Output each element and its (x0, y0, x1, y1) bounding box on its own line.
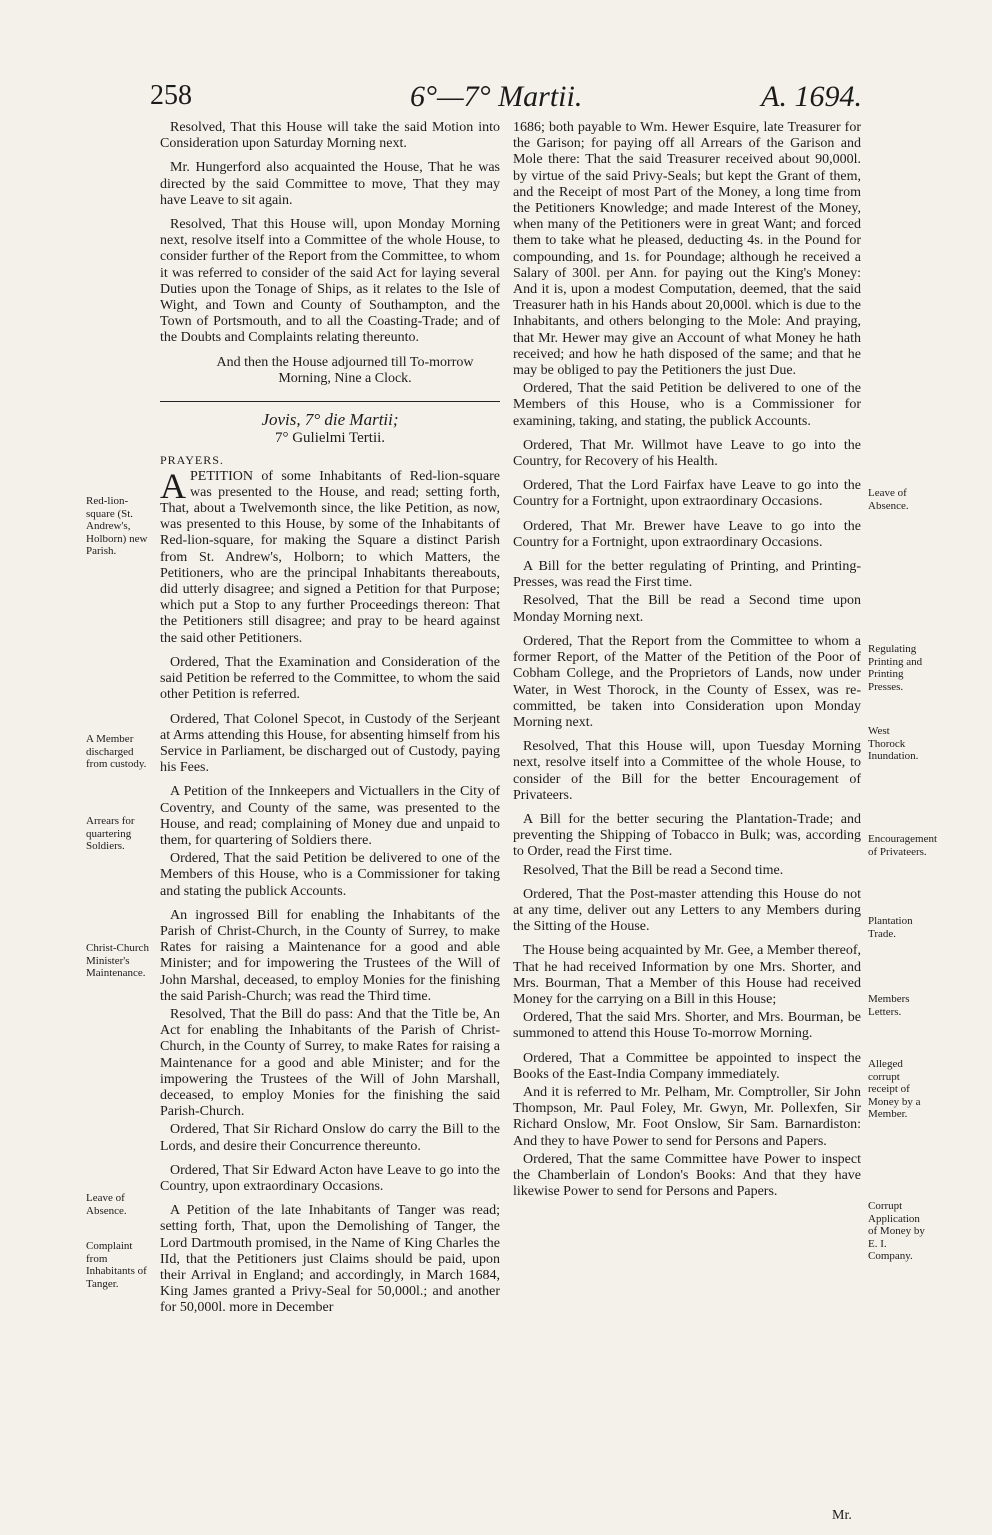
day-heading: Jovis, 7° die Martii; (261, 410, 399, 430)
paragraph: A Petition of the late Inhabitants of Tanger was read; setting forth, That, upon the Demolishing of Tanger, the Lord Dartmouth promised, in the Name of King Charles the IId, that the Petitioners just Claims should be paid, upon their Arrival in England; and accordingly, in March 1684, King James granted a Privy-Seal for 50,000l.; and another for 50,000l. more in December (160, 1203, 500, 1316)
paragraph: PETITION of some Inhabitants of Red-lion-square was presented to the House, and read; setting forth, That, about a Twelvemonth since, the like Petition, as now, was presented to this House, by some of the Inhabitants of Red-lion-square, for making the Square a distinct Parish from St. Andrew's, Holborn; to which Matters, the Petitioners, who are the principal Inhabitants thereabouts, did utterly disagree; and signed a Petition for that Purpose; which put a Stop to any further Proceedings thereon: That the Petitioners still disagree; and pray to be heard against the said other Petitioners. (160, 468, 500, 646)
paragraph: Ordered, That Mr. Brewer have Leave to go into the Country for a Fortnight, upon extraordinary Occasions. (513, 518, 861, 550)
paragraph: The House being acquainted by Mr. Gee, a Member thereof, That he had received Information by one Mrs. Shorter, and Mrs. Bourman, That a Member of this House had received Money for the carrying on a Bill in this House; (513, 943, 861, 1007)
margin-note: Alleged corrupt receipt of Money by a Member. (868, 1058, 921, 1120)
paragraph: Ordered, That the Post-master attending this House do not at any time, deliver out any Letters to any Members during the Sitting of the House. (513, 886, 861, 935)
right-column (513, 120, 861, 1208)
paragraph: A Petition of the Innkeepers and Victuallers in the City of Coventry, and County of the same, was presented to the House, and read; complaining of Money due and unpaid to them, for quartering of Soldiers there. (160, 784, 500, 848)
paragraph: Ordered, That the said Petition be delivered to one of the Members of this House, who is a Commissioner for examining, taking, and stating, the publick Accounts. (513, 381, 861, 429)
margin-note: Leave of Absence. (868, 487, 909, 512)
margin-note: Encouragement of Privateers. (868, 833, 938, 858)
catchword: Mr. (832, 1508, 852, 1523)
paragraph: A Bill for the better securing the Plantation-Trade; and preventing the Shipping of Tobacco in Bulk; was, according to Order, read the First time. (513, 811, 861, 860)
paragraph: Resolved, That this House will take the said Motion into Consideration upon Saturday Morning next. (160, 120, 500, 152)
paragraph: Ordered, That Sir Richard Onslow do carry the Bill to the Lords, and desire their Concurrence thereunto. (160, 1122, 500, 1154)
paragraph: An ingrossed Bill for enabling the Inhabitants of the Parish of Christ-Church, in the County of Surrey, to make Rates for raising a Maintenance for a good and able Minister; and for impowering the Trustees of the Will of John Marshal, deceased, to employ Monies for the finishing the said Parish-Church; was read the Third time. (160, 907, 500, 1004)
margin-note: Plantation Trade. (868, 915, 913, 940)
margin-note: West Thorock Inundation. (868, 725, 919, 762)
paragraph: Ordered, That a Committee be appointed to inspect the Books of the East-India Company immediately. (513, 1050, 861, 1082)
paragraph: Resolved, That the Bill be read a Second time. (523, 862, 784, 878)
section-divider (160, 401, 500, 402)
prayers-heading: PRAYERS. (160, 453, 224, 468)
margin-note: Leave of Absence. (86, 1192, 127, 1217)
paragraph: Ordered, That the Report from the Committee to whom a former Report, of the Matter of the Petition of the Poor of Cobham College, and the Proprietors of Lands, now under Water, in West Thorock, in the County of Essex, was re-committed, be taken into Consideration upon Monday Morning next. (513, 633, 861, 730)
paragraph: Ordered, That Mr. Willmot have Leave to go into the Country, for Recovery of his Health. (513, 437, 861, 470)
page-year: A. 1694. (761, 80, 862, 113)
margin-note: Christ-Church Minister's Maintenance. (86, 942, 149, 979)
margin-note: Arrears for quartering Soldiers. (86, 815, 135, 852)
paragraph: Ordered, That the said Mrs. Shorter, and Mrs. Bourman, be summoned to attend this House To-morrow Morning. (513, 1010, 861, 1042)
paragraph: Resolved, That the Bill do pass: And that the Title be, An Act for enabling the Inhabitants of the Parish of Christ-Church, in the County of Surrey, to make Rates for raising a Maintenance for a good and able Minister; and for the impowering the Trustees of the Will of John Marshall, deceased, to employ Monies for the finishing the said Parish-Church. (160, 1006, 500, 1120)
margin-note: Corrupt Application of Money by E. I. Company. (868, 1200, 925, 1262)
paragraph: Ordered, That the Examination and Consideration of the said Petition be referred to the Committee, to whom the said other Petition is referred. (160, 654, 500, 703)
left-column (160, 120, 500, 1325)
paragraph: Ordered, That the Lord Fairfax have Leave to go into the Country for a Fortnight, upon extraordinary Occasions. (513, 478, 861, 510)
paragraph: And it is referred to Mr. Pelham, Mr. Comptroller, Sir John Thompson, Mr. Paul Foley, Mr. Gwyn, Mr. Pollexfen, Sir Richard Onslow, Mr. Foot Onslow, Sir Sam. Barnardiston: And they to have Power to send for Persons and Papers. (513, 1084, 861, 1149)
paragraph: Ordered, That Sir Edward Acton have Leave to go into the Country, upon extraordinary Occasions. (160, 1162, 500, 1194)
paragraph: 1686; both payable to Wm. Hewer Esquire, late Treasurer for the Garison; for paying off all Arrears of the Garison and Mole there: That the said Treasurer received about 90,000l. by virtue of the said Privy-Seals; but kept the Grant of them, and the Receipt of most Part of the Money, a long time from the Petitioners Knowledge; and made Interest of the Money, when many of the Petitioners were in great Want; and forced them to take what he pleased, deducting 4s. in the Pound for compounding, and 1s. for Poundage; although he received a Salary of 300l. per Ann. for paying out the King's Money: And it is, upon a modest Computation, deemed, that the said Treasurer hath in his Hands about 20,000l. which is due to the Inhabitants, and others belonging to the Mole: And praying, that Mr. Hewer may give an Account of what Money he hath received; and how he hath disposed of the same; and that he may be obliged to pay the Petitioners the just Due. (513, 120, 861, 379)
margin-note: Complaint from Inhabitants of Tanger. (86, 1240, 147, 1290)
paragraph: Resolved, That this House will, upon Tuesday Morning next, resolve itself into a Committee of the whole House, to consider of the Bill for the better Encouragement of Privateers. (513, 739, 861, 803)
page-dates: 6°—7° Martii. (410, 80, 583, 113)
margin-note: Red-lion-square (St. Andrew's, Holborn) new Parish. (86, 495, 148, 557)
paragraph: Resolved, That the Bill be read a Second time upon Monday Morning next. (513, 593, 861, 625)
adjournment: And then the House adjourned till To-morrow Morning, Nine a Clock. (216, 354, 474, 386)
paragraph: Ordered, That Colonel Specot, in Custody of the Serjeant at Arms attending this House, for absenting himself from his Service in Parliament, be discharged out of Custody, paying his Fees. (160, 711, 500, 776)
paragraph: A Bill for the better regulating of Printing, and Printing-Presses, was read the First time. (513, 559, 861, 591)
reign-heading: 7° Gulielmi Tertii. (274, 430, 386, 447)
margin-note: A Member discharged from custody. (86, 733, 147, 770)
paragraph: Ordered, That the said Petition be delivered to one of the Members of this House, who is a Commissioner for taking and stating the publick Accounts. (160, 851, 500, 899)
paragraph: Ordered, That the same Committee have Power to inspect the Chamberlain of London's Books: And that they have likewise Power to send for Persons and Papers. (513, 1151, 861, 1200)
margin-note: Regulating Printing and Printing Presses. (868, 643, 923, 693)
margin-note: Members Letters. (868, 993, 910, 1018)
paragraph: Mr. Hungerford also acquainted the House, That he was directed by the said Committee to move, That they may have Leave to sit again. (160, 160, 500, 208)
drop-cap: A (160, 465, 186, 506)
page-number: 258 (150, 80, 192, 111)
paragraph: Resolved, That this House will, upon Monday Morning next, resolve itself into a Committee of the whole House, to consider further of the Report from the Committee, to whom it was referred to consider of the said Act for laying several Duties upon the Tonage of Ships, as it relates to the Isle of Wight, and Town and County of Southampton, and the Town of Portsmouth, and to all the Coasting-Trade; and of the Doubts and Complaints relating thereunto. (160, 217, 500, 346)
page-header (150, 80, 862, 120)
